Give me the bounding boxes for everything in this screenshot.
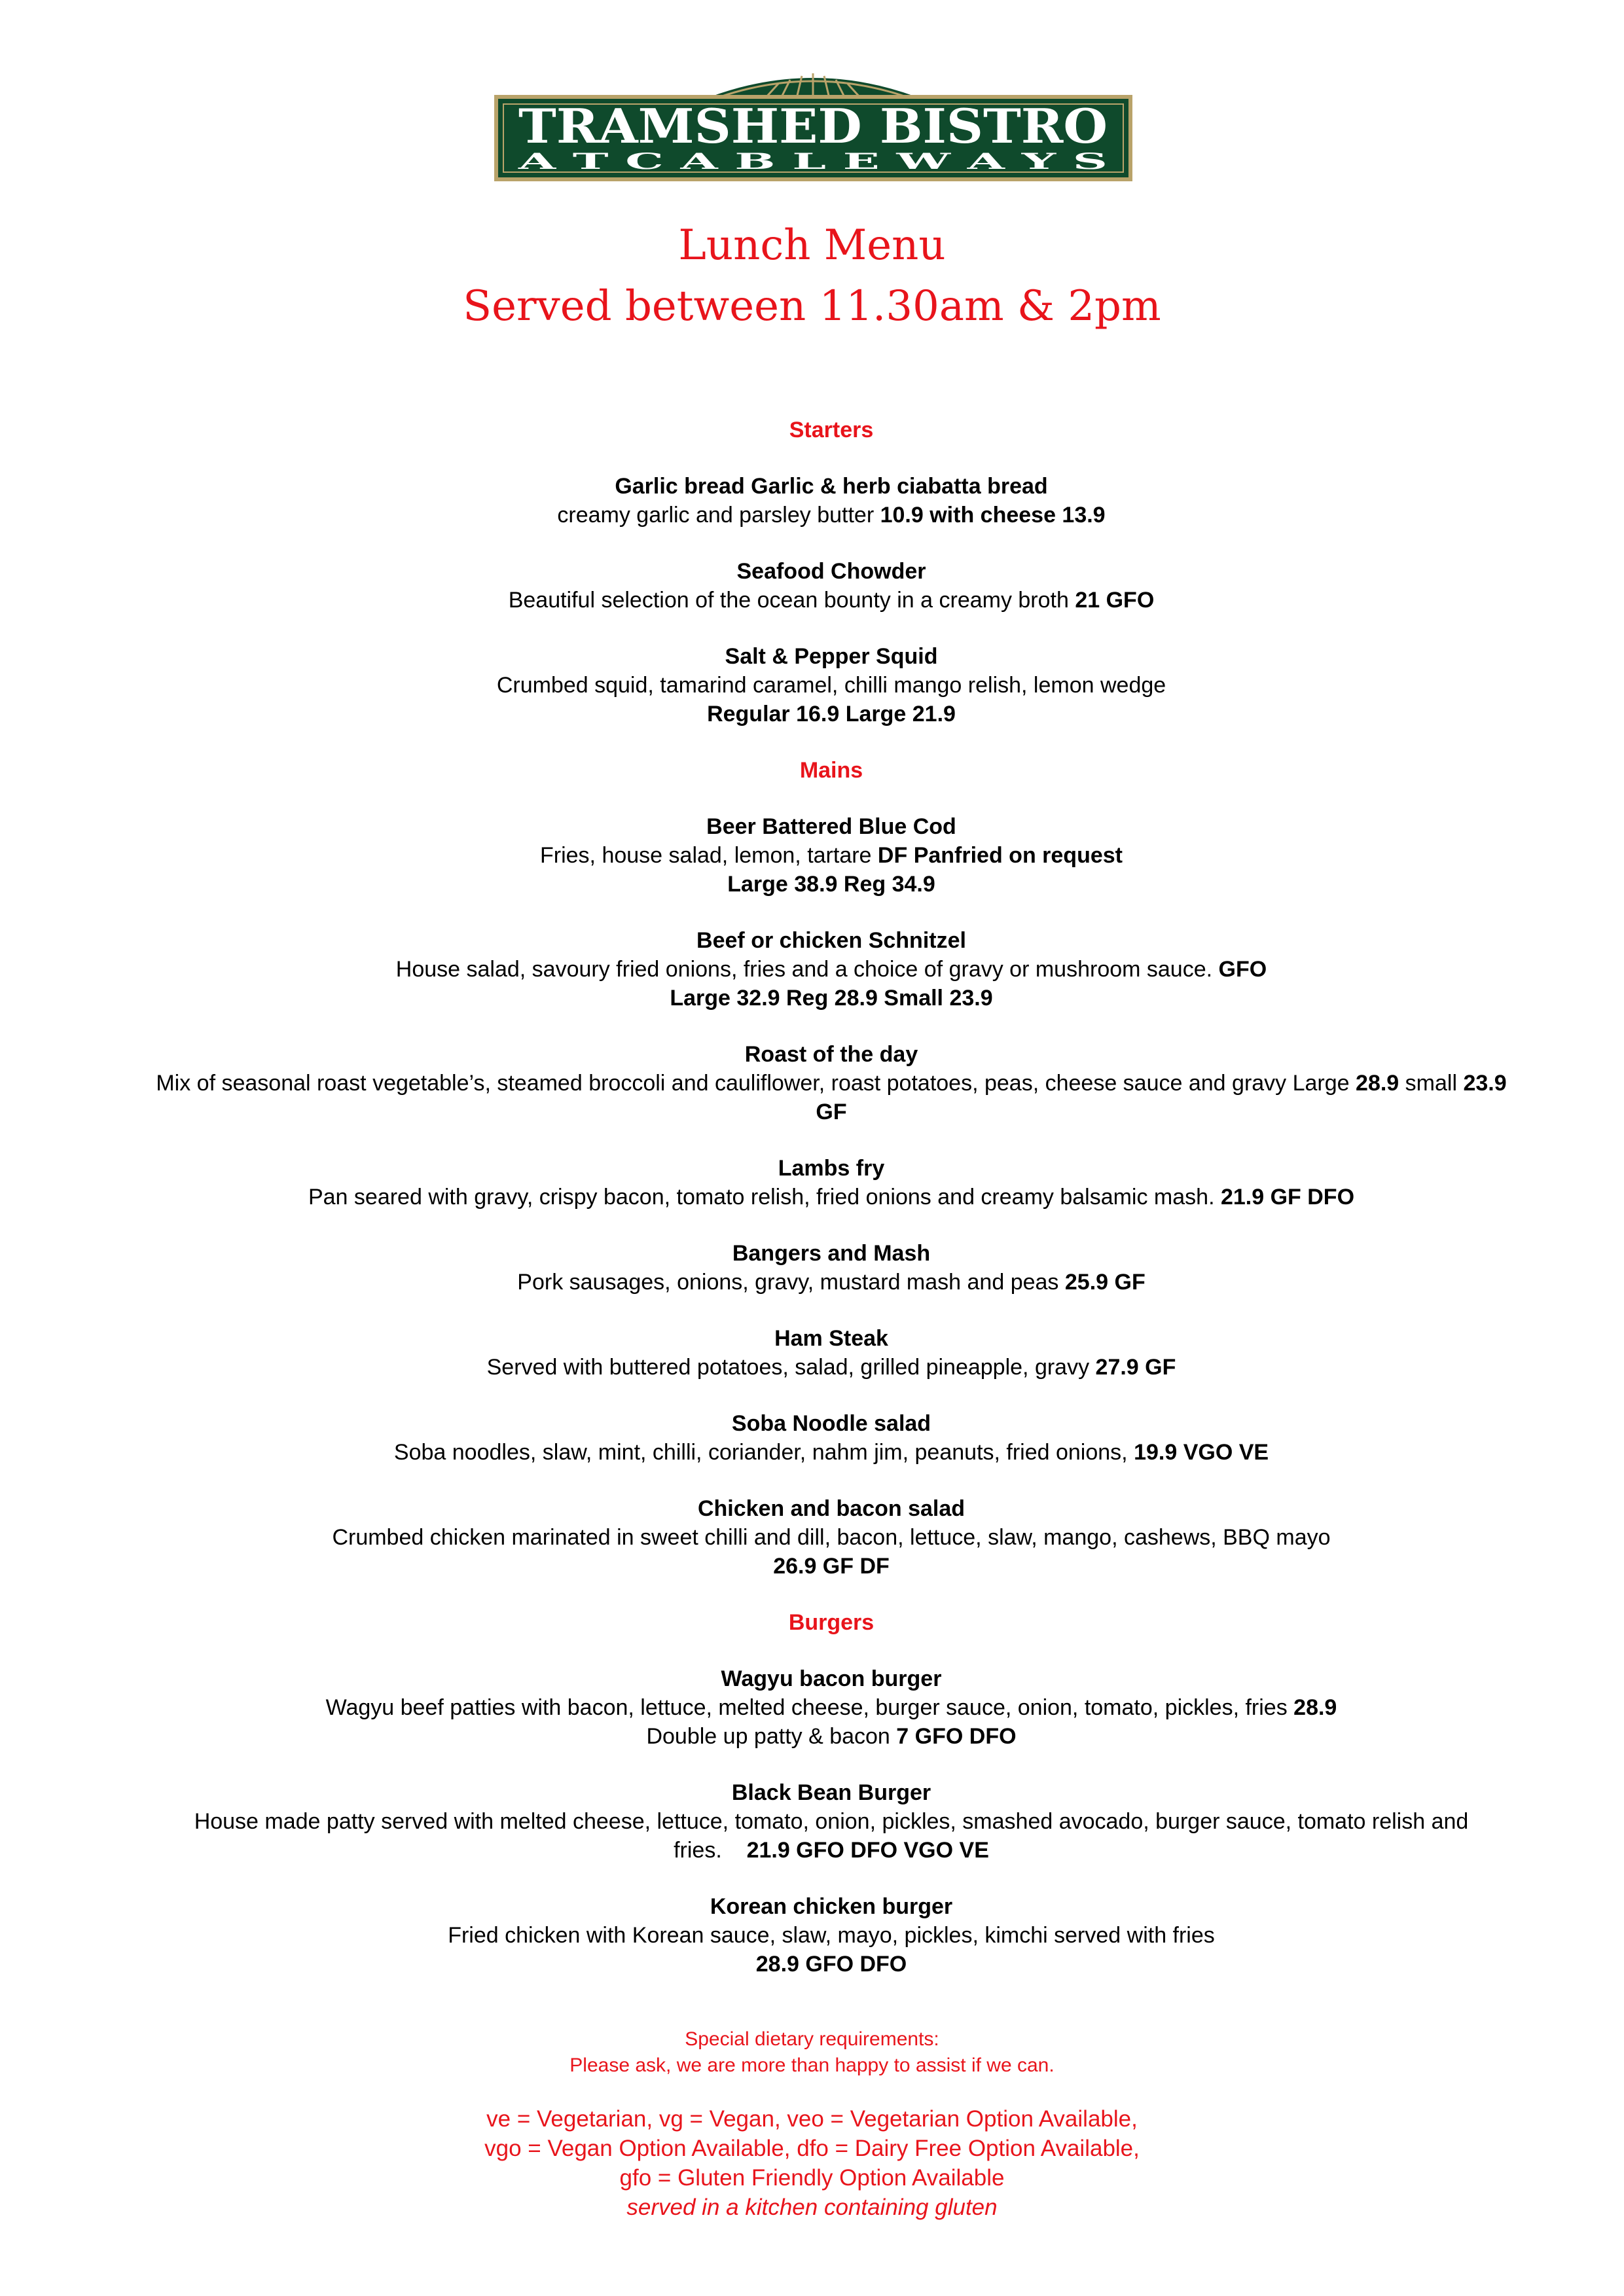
item-description (79, 1693, 1584, 1722)
item-name: Roast of the day (744, 1042, 918, 1067)
gluten-warning: served in a kitchen containing gluten (626, 2195, 998, 2220)
item-extra-text: Double up patty & bacon (646, 1724, 897, 1749)
dietary-heading: Special dietary requirements: (685, 2028, 939, 2050)
item-desc-text: Pork sausages, onions, gravy, mustard mash and peas (517, 1270, 1065, 1295)
item-name: Black Bean Burger (731, 1780, 931, 1805)
item-price: Large 32.9 Reg 28.9 Small 23.9 (670, 986, 993, 1011)
menu-item (79, 472, 1584, 529)
item-desc-text: Soba noodles, slaw, mint, chilli, coriander, nahm jim, peanuts, fried onions, (393, 1440, 1134, 1465)
dietary-legend (0, 2104, 1624, 2222)
item-description (79, 841, 1584, 870)
item-name: Wagyu bacon burger (721, 1666, 942, 1691)
logo-line-1: TRAMSHED BISTRO (518, 98, 1108, 154)
dietary-text: Please ask, we are more than happy to assist if we can. (569, 2054, 1055, 2076)
legend-line: ve = Vegetarian, vg = Vegan, veo = Vegetarian Option Available, (486, 2106, 1138, 2132)
item-desc-text: Mix of seasonal roast vegetable’s, steamed broccoli and cauliflower, roast potatoes, peas, cheese sauce and gravy Large (156, 1071, 1356, 1096)
item-name: Beer Battered Blue Cod (706, 814, 956, 839)
item-description (79, 501, 1584, 529)
item-description: House made patty served with melted cheese, lettuce, tomato, onion, pickles, smashed avocado, burger sauce, tomato relish and (194, 1809, 1469, 1834)
menu-item (79, 1778, 1584, 1865)
item-description (79, 955, 1584, 984)
restaurant-logo (494, 64, 1132, 182)
item-description-cont (79, 1836, 1584, 1865)
menu-item (79, 557, 1584, 615)
item-desc-text: fries. (674, 1838, 747, 1863)
menu-item (79, 1664, 1584, 1751)
item-name: Korean chicken burger (710, 1894, 953, 1919)
item-description: Fried chicken with Korean sauce, slaw, mayo, pickles, kimchi served with fries (448, 1923, 1215, 1948)
item-description (79, 1183, 1584, 1211)
item-price: 21 GFO (1075, 588, 1155, 613)
item-name: Ham Steak (774, 1326, 888, 1351)
item-desc-text: Beautiful selection of the ocean bounty in a creamy broth (508, 588, 1075, 613)
item-extra (79, 1722, 1584, 1751)
item-note: DF Panfried on request (877, 843, 1123, 868)
item-price: 21.9 GF DFO (1220, 1185, 1355, 1210)
item-name: Beef or chicken Schnitzel (696, 928, 966, 953)
item-price: 21.9 GFO DFO VGO VE (746, 1838, 989, 1863)
item-price: 10.9 with cheese 13.9 (880, 503, 1106, 528)
legend-line: vgo = Vegan Option Available, dfo = Dairy Free Option Available, (484, 2136, 1140, 2161)
menu-body (79, 416, 1584, 2006)
menu-item (79, 1239, 1584, 1297)
item-tag: GF (816, 1100, 847, 1124)
logo-line-2: A T C A B L E W A Y S (516, 149, 1108, 175)
item-description (79, 1353, 1584, 1382)
item-description (79, 1438, 1584, 1467)
item-name: Garlic bread Garlic & herb ciabatta bread (615, 474, 1048, 499)
item-name: Seafood Chowder (736, 559, 926, 584)
dietary-note (0, 2026, 1624, 2079)
menu-item (79, 1409, 1584, 1467)
menu-subtitle: Served between 11.30am & 2pm (463, 282, 1161, 331)
item-desc-text: small (1399, 1071, 1464, 1096)
item-desc-text: Served with buttered potatoes, salad, grilled pineapple, gravy (486, 1355, 1096, 1380)
legend-line: gfo = Gluten Friendly Option Available (619, 2165, 1005, 2191)
item-name: Salt & Pepper Squid (725, 644, 938, 669)
item-desc-text: House salad, savoury fried onions, fries and a choice of gravy or mushroom sauce. (395, 957, 1219, 982)
item-name: Lambs fry (778, 1156, 885, 1181)
item-name: Bangers and Mash (732, 1241, 931, 1266)
menu-title: Lunch Menu (678, 221, 946, 270)
item-price: 25.9 GF (1064, 1270, 1146, 1295)
item-price: 28.9 GFO DFO (755, 1952, 907, 1977)
item-name: Chicken and bacon salad (697, 1496, 965, 1521)
item-price-large: 28.9 (1356, 1071, 1399, 1096)
section-heading-starters: Starters (789, 418, 874, 442)
item-extra-price: 7 GFO DFO (896, 1724, 1017, 1749)
item-tag: GFO (1218, 957, 1267, 982)
item-price: 26.9 GF DF (773, 1554, 890, 1579)
menu-item (79, 1154, 1584, 1211)
section-heading-burgers: Burgers (788, 1610, 875, 1635)
menu-item (79, 1040, 1584, 1126)
menu-item (79, 926, 1584, 1013)
item-desc-text: Wagyu beef patties with bacon, lettuce, melted cheese, burger sauce, onion, tomato, pickles, fries (325, 1695, 1294, 1720)
menu-item (79, 642, 1584, 728)
item-price: 19.9 VGO VE (1134, 1440, 1269, 1465)
item-price-small: 23.9 (1463, 1071, 1507, 1096)
item-description (27, 1069, 1624, 1098)
item-description: Crumbed squid, tamarind caramel, chilli mango relish, lemon wedge (496, 673, 1166, 698)
item-price: Regular 16.9 Large 21.9 (707, 702, 956, 726)
item-description: Crumbed chicken marinated in sweet chilli and dill, bacon, lettuce, slaw, mango, cashews, BBQ mayo (332, 1525, 1331, 1550)
item-desc-text: Fries, house salad, lemon, tartare (540, 843, 878, 868)
item-price: Large 38.9 Reg 34.9 (727, 872, 935, 897)
item-price: 28.9 (1293, 1695, 1337, 1720)
item-description (79, 586, 1584, 615)
item-desc-text: creamy garlic and parsley butter (557, 503, 880, 528)
item-desc-text: Pan seared with gravy, crispy bacon, tomato relish, fried onions and creamy balsamic mash. (308, 1185, 1221, 1210)
menu-item (79, 1324, 1584, 1382)
item-description (79, 1268, 1584, 1297)
menu-item (79, 1494, 1584, 1581)
item-price: 27.9 GF (1095, 1355, 1176, 1380)
item-name: Soba Noodle salad (731, 1411, 931, 1436)
menu-item (79, 812, 1584, 899)
section-heading-mains: Mains (799, 758, 863, 783)
menu-item (79, 1892, 1584, 1979)
